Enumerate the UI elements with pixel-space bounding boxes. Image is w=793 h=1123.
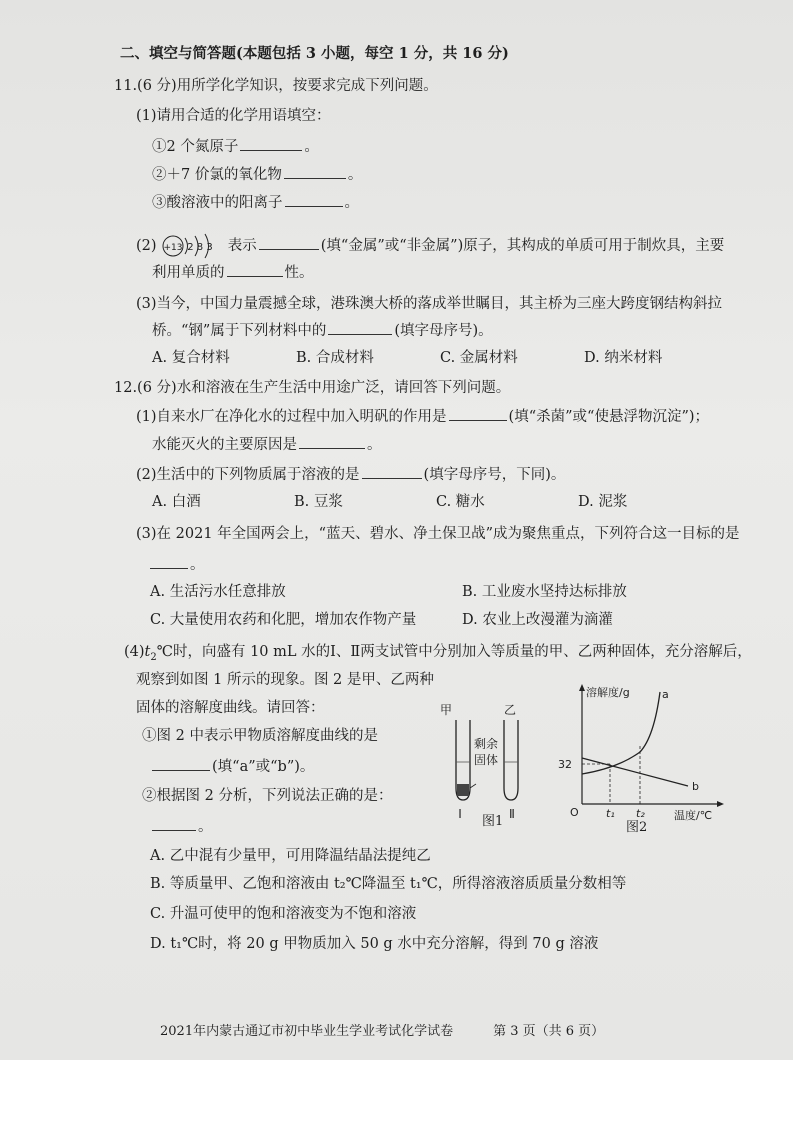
q12-p3-option-b: B. 工业废水坚持达标排放 — [462, 584, 627, 600]
curve-b-label: b — [692, 780, 699, 793]
x-axis-label: 温度/℃ — [674, 809, 713, 822]
q12-p3-option-c: C. 大量使用农药和化肥，增加农作物产量 — [150, 612, 417, 628]
q12-part4-line2: 观察到如图 1 所示的现象。图 2 是甲、乙两种 — [136, 672, 434, 688]
q12-p4-option-b: B. 等质量甲、乙饱和溶液由 t₂℃降温至 t₁℃，所得溶液溶质质量分数相等 — [150, 876, 627, 892]
q12-part4-item1-line2: (填“a”或“b”)。 — [150, 756, 314, 777]
residue-label: 剩余 — [473, 737, 499, 751]
q12-part3-line2: 。 — [148, 554, 205, 575]
answer-blank[interactable] — [150, 554, 188, 569]
q11-part3-line2: 桥。“钢”属于下列材料中的 (填字母序号)。 — [152, 320, 493, 341]
q12-p2-option-c: C. 糖水 — [436, 494, 485, 510]
section-title: 二、填空与简答题(本题包括 3 小题，每空 1 分，共 16 分) — [120, 45, 509, 62]
atom-structure-diagram — [161, 232, 223, 260]
q12-stem: 12.(6 分)水和溶液在生产生活中用途广泛，请回答下列问题。 — [114, 380, 511, 396]
answer-blank[interactable] — [152, 816, 196, 831]
q12-p2-option-d: D. 泥浆 — [578, 494, 628, 510]
figure1-caption: 图1 — [482, 814, 504, 829]
q11-option-c: C. 金属材料 — [440, 350, 518, 366]
q11-item2: ②＋7 价氯的氧化物 。 — [152, 164, 362, 185]
q11-option-b: B. 合成材料 — [296, 350, 374, 366]
footer-exam-title: 2021年内蒙古通辽市初中毕业生学业考试化学试卷 — [160, 1024, 454, 1039]
q11-option-d: D. 纳米材料 — [584, 350, 663, 366]
answer-blank[interactable] — [259, 235, 319, 250]
q11-stem: 11.(6 分)用所学化学知识，按要求完成下列问题。 — [114, 78, 438, 94]
answer-blank[interactable] — [240, 136, 302, 151]
q11-part1: (1)请用合适的化学用语填空： — [136, 108, 331, 124]
answer-blank[interactable] — [362, 464, 422, 479]
q12-p2-option-a: A. 白酒 — [152, 494, 201, 510]
q12-p4-option-d: D. t₁℃时，将 20 g 甲物质加入 50 g 水中充分溶解，得到 70 g 溶液 — [150, 936, 599, 952]
answer-blank[interactable] — [285, 192, 343, 207]
answer-blank[interactable] — [227, 262, 283, 277]
figure2-caption: 图2 — [626, 820, 648, 835]
q11-option-a: A. 复合材料 — [152, 350, 230, 366]
page-footer — [160, 1020, 604, 1039]
residue-solid — [457, 784, 469, 796]
q12-p3-option-a: A. 生活污水任意排放 — [150, 584, 286, 600]
tube-label-jia: 甲 — [439, 703, 453, 717]
answer-blank[interactable] — [284, 164, 346, 179]
t1-tick: t₁ — [606, 807, 615, 820]
q12-part3: (3)在 2021 年全国两会上，“蓝天、碧水、净土保卫战”成为聚焦重点，下列符合这一目标的是 — [136, 526, 740, 542]
origin-label: O — [570, 806, 579, 819]
q12-p4-option-a: A. 乙中混有少量甲，可用降温结晶法提纯乙 — [150, 848, 431, 864]
atom-shells: 2 8 3 — [187, 242, 213, 253]
tube-label-one: Ⅰ — [458, 807, 462, 821]
figure1-test-tubes — [430, 700, 540, 830]
answer-blank[interactable] — [152, 756, 210, 771]
curve-a-label: a — [662, 688, 669, 701]
answer-blank[interactable] — [328, 320, 392, 335]
answer-blank[interactable] — [449, 406, 507, 421]
q12-p4-option-c: C. 升温可使甲的饱和溶液变为不饱和溶液 — [150, 906, 417, 922]
q11-part3: (3)当今，中国力量震撼全球，港珠澳大桥的落成举世瞩目，其主桥为三座大跨度钢结构斜拉 — [136, 296, 723, 312]
figure2-solubility-chart — [548, 682, 728, 822]
tube-label-yi: 乙 — [503, 703, 517, 717]
atom-nucleus: +13 — [163, 243, 183, 253]
answer-blank[interactable] — [299, 434, 365, 449]
q12-p2-option-b: B. 豆浆 — [294, 494, 343, 510]
footer-page-number: 第 3 页（共 6 页） — [493, 1024, 605, 1039]
q11-part2-line2: 利用单质的 性。 — [152, 262, 314, 283]
q11-item3: ③酸溶液中的阳离子 。 — [152, 192, 359, 213]
tube-two — [504, 720, 518, 800]
q12-part4-item1: ①图 2 中表示甲物质溶解度曲线的是 — [142, 728, 378, 744]
y-tick-32: 32 — [558, 758, 572, 771]
q12-part1: (1)自来水厂在净化水的过程中加入明矾的作用是 (填“杀菌”或“使悬浮物沉淀”)； — [136, 406, 709, 427]
q12-part4-line3: 固体的溶解度曲线。请回答： — [136, 700, 325, 716]
curve-b — [582, 758, 688, 786]
q12-part2: (2)生活中的下列物质属于溶液的是 (填字母序号，下同)。 — [136, 464, 565, 485]
tube-label-two: Ⅱ — [509, 807, 515, 821]
y-axis-label: 溶解度/g — [586, 686, 630, 699]
residue-label-2: 固体 — [473, 753, 499, 767]
q12-part4: $(4)t_2℃$时，向盛有 10 mL 水的Ⅰ、Ⅱ两支试管中分别加入等质量的甲、乙两种固体，充分溶解后， — [124, 644, 752, 663]
t2-tick: t₂ — [636, 807, 645, 820]
q11-part2: (2) +13 2 8 3 表示 (填“金属”或“非金属”)原子，其构成的单质可用于制炊具，主要 — [136, 232, 724, 260]
q11-item1: ①2 个氮原子 。 — [152, 136, 319, 157]
q12-part4-item2-line2: 。 — [150, 816, 213, 837]
q12-p3-option-d: D. 农业上改漫灌为滴灌 — [462, 612, 613, 628]
q12-part1-line2: 水能灭火的主要原因是 。 — [152, 434, 382, 455]
q12-part4-item2: ②根据图 2 分析，下列说法正确的是： — [142, 788, 393, 804]
